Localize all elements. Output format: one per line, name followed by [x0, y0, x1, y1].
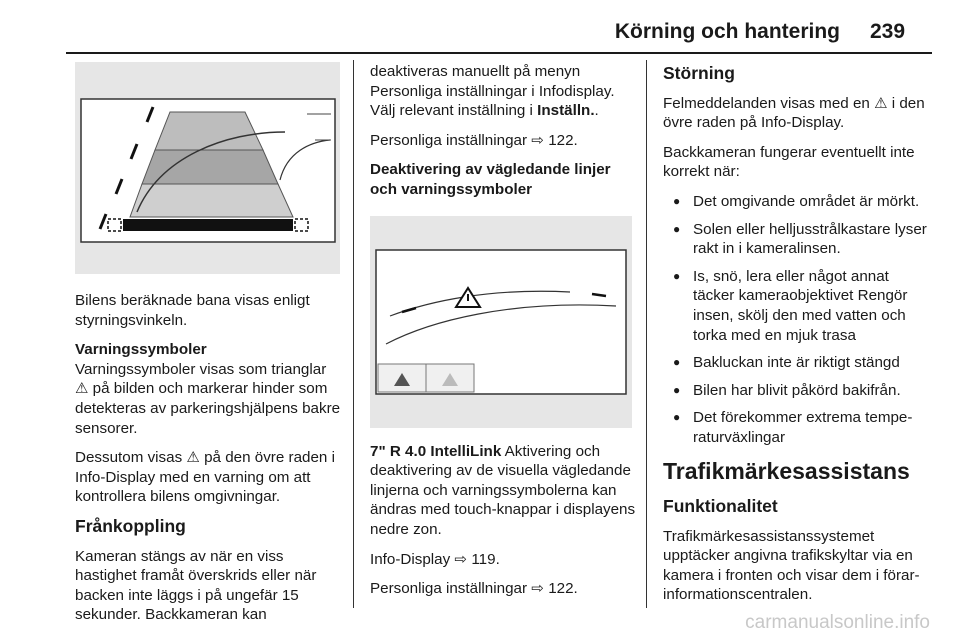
paragraph-warning-symbols: Varningssymboler visas som trianglar ⚠ på bilden och markerar hinder som detekteras av parkeringshjälpens bakre sensorer.: [75, 360, 341, 437]
column-divider: [646, 60, 647, 608]
page-number: 239: [870, 20, 906, 43]
bumper-bar: [123, 219, 293, 231]
column-divider: [353, 60, 354, 608]
zone-near: [130, 184, 293, 217]
warning-triangle-icon: ⚠: [874, 94, 888, 112]
paragraph-frankoppling: Kameran stängs av när en viss hastighet framåt överskrids eller när backen inte läggs i på ungefär 15 sekunder. Backkameran kan: [75, 547, 317, 624]
malfunction-list: [663, 192, 931, 448]
column-3: [663, 62, 931, 615]
paragraph-deactivate: deaktiveras manuellt på menyn Personliga inställningar i Infodisplay. Välj relevant inställning i Inställn..: [370, 63, 615, 120]
rear-camera-warning-figure: [370, 216, 632, 428]
paragraph-dessutom: Dessutom visas ⚠ på den övre raden i Info-Display med en varning om att kontrollera bilens omgivningar.: [75, 449, 335, 506]
section-title: Körning och hantering: [614, 20, 840, 43]
rear-camera-guidelines-figure: [75, 62, 340, 274]
heading-storning: Störning: [663, 63, 735, 83]
warning-triangle-icon: ⚠: [186, 449, 200, 467]
list-item: ● Is, snö, lera eller något annat täcker kameraobjektivet Rengör insen, skölj den med vatten och torka med en mjuk trasa: [663, 267, 931, 345]
zone-far: [155, 112, 263, 150]
zone-mid: [142, 150, 278, 184]
warning-triangle-icon: ⚠: [75, 380, 89, 398]
paragraph-error-messages: Felmeddelanden visas med en ⚠ i den övre raden på Info-Display.: [663, 94, 925, 132]
header-rule: [66, 52, 932, 54]
cross-reference[interactable]: Info-Display ⇨ 119.: [370, 550, 500, 568]
figure-caption: Bilens beräknade bana visas enligt styrningsvinkeln.: [75, 292, 310, 329]
column-2: [370, 62, 636, 609]
list-item: ● Det förekommer extrema temperaturväxlingar: [663, 408, 931, 447]
heading-funktionalitet: Funktionalitet: [663, 496, 778, 517]
cross-reference[interactable]: Personliga inställningar ⇨ 122.: [370, 580, 578, 598]
heading-frankoppling: Frånkoppling: [75, 515, 186, 536]
paragraph-intellilink: 7" R 4.0 IntelliLink Aktivering och deaktivering av de visuella vägledande linjerna och varningssymbolerna kan ändras med touch-knappar i displayens nedre zon.: [370, 442, 636, 538]
heading-varningssymboler: Varningssymboler: [75, 341, 207, 359]
list-item: ● Bilen har blivit påkörd bakifrån.: [663, 381, 931, 401]
watermark: carmanualsonline.info: [745, 612, 930, 633]
system-name: 7" R 4.0 IntelliLink: [370, 442, 502, 460]
heading-deactivation: Deaktivering av vägledande linjer och varningssymboler: [370, 161, 611, 198]
cross-reference[interactable]: Personliga inställningar ⇨ 122.: [370, 131, 578, 149]
menu-setting-name: Inställn.: [537, 102, 595, 120]
heading-trafikmarkesassistans: Trafikmärkesassistans: [663, 457, 910, 484]
paragraph-malfunction-intro: Backkameran fungerar eventuellt inte korrekt när:: [663, 143, 915, 181]
column-1: [75, 62, 343, 635]
paragraph-functionality: Trafikmärkesassistanssystemet upptäcker angivna trafikskyltar via en kamera i fronten och visar dem i förarinformationscentralen.: [663, 527, 920, 604]
list-item: ● Det omgivande området är mörkt.: [663, 192, 931, 212]
list-item: ● Bakluckan inte är riktigt stängd: [663, 353, 931, 373]
list-item: ● Solen eller helljusstrålkastare lyser rakt in i kameralinsen.: [663, 220, 931, 259]
